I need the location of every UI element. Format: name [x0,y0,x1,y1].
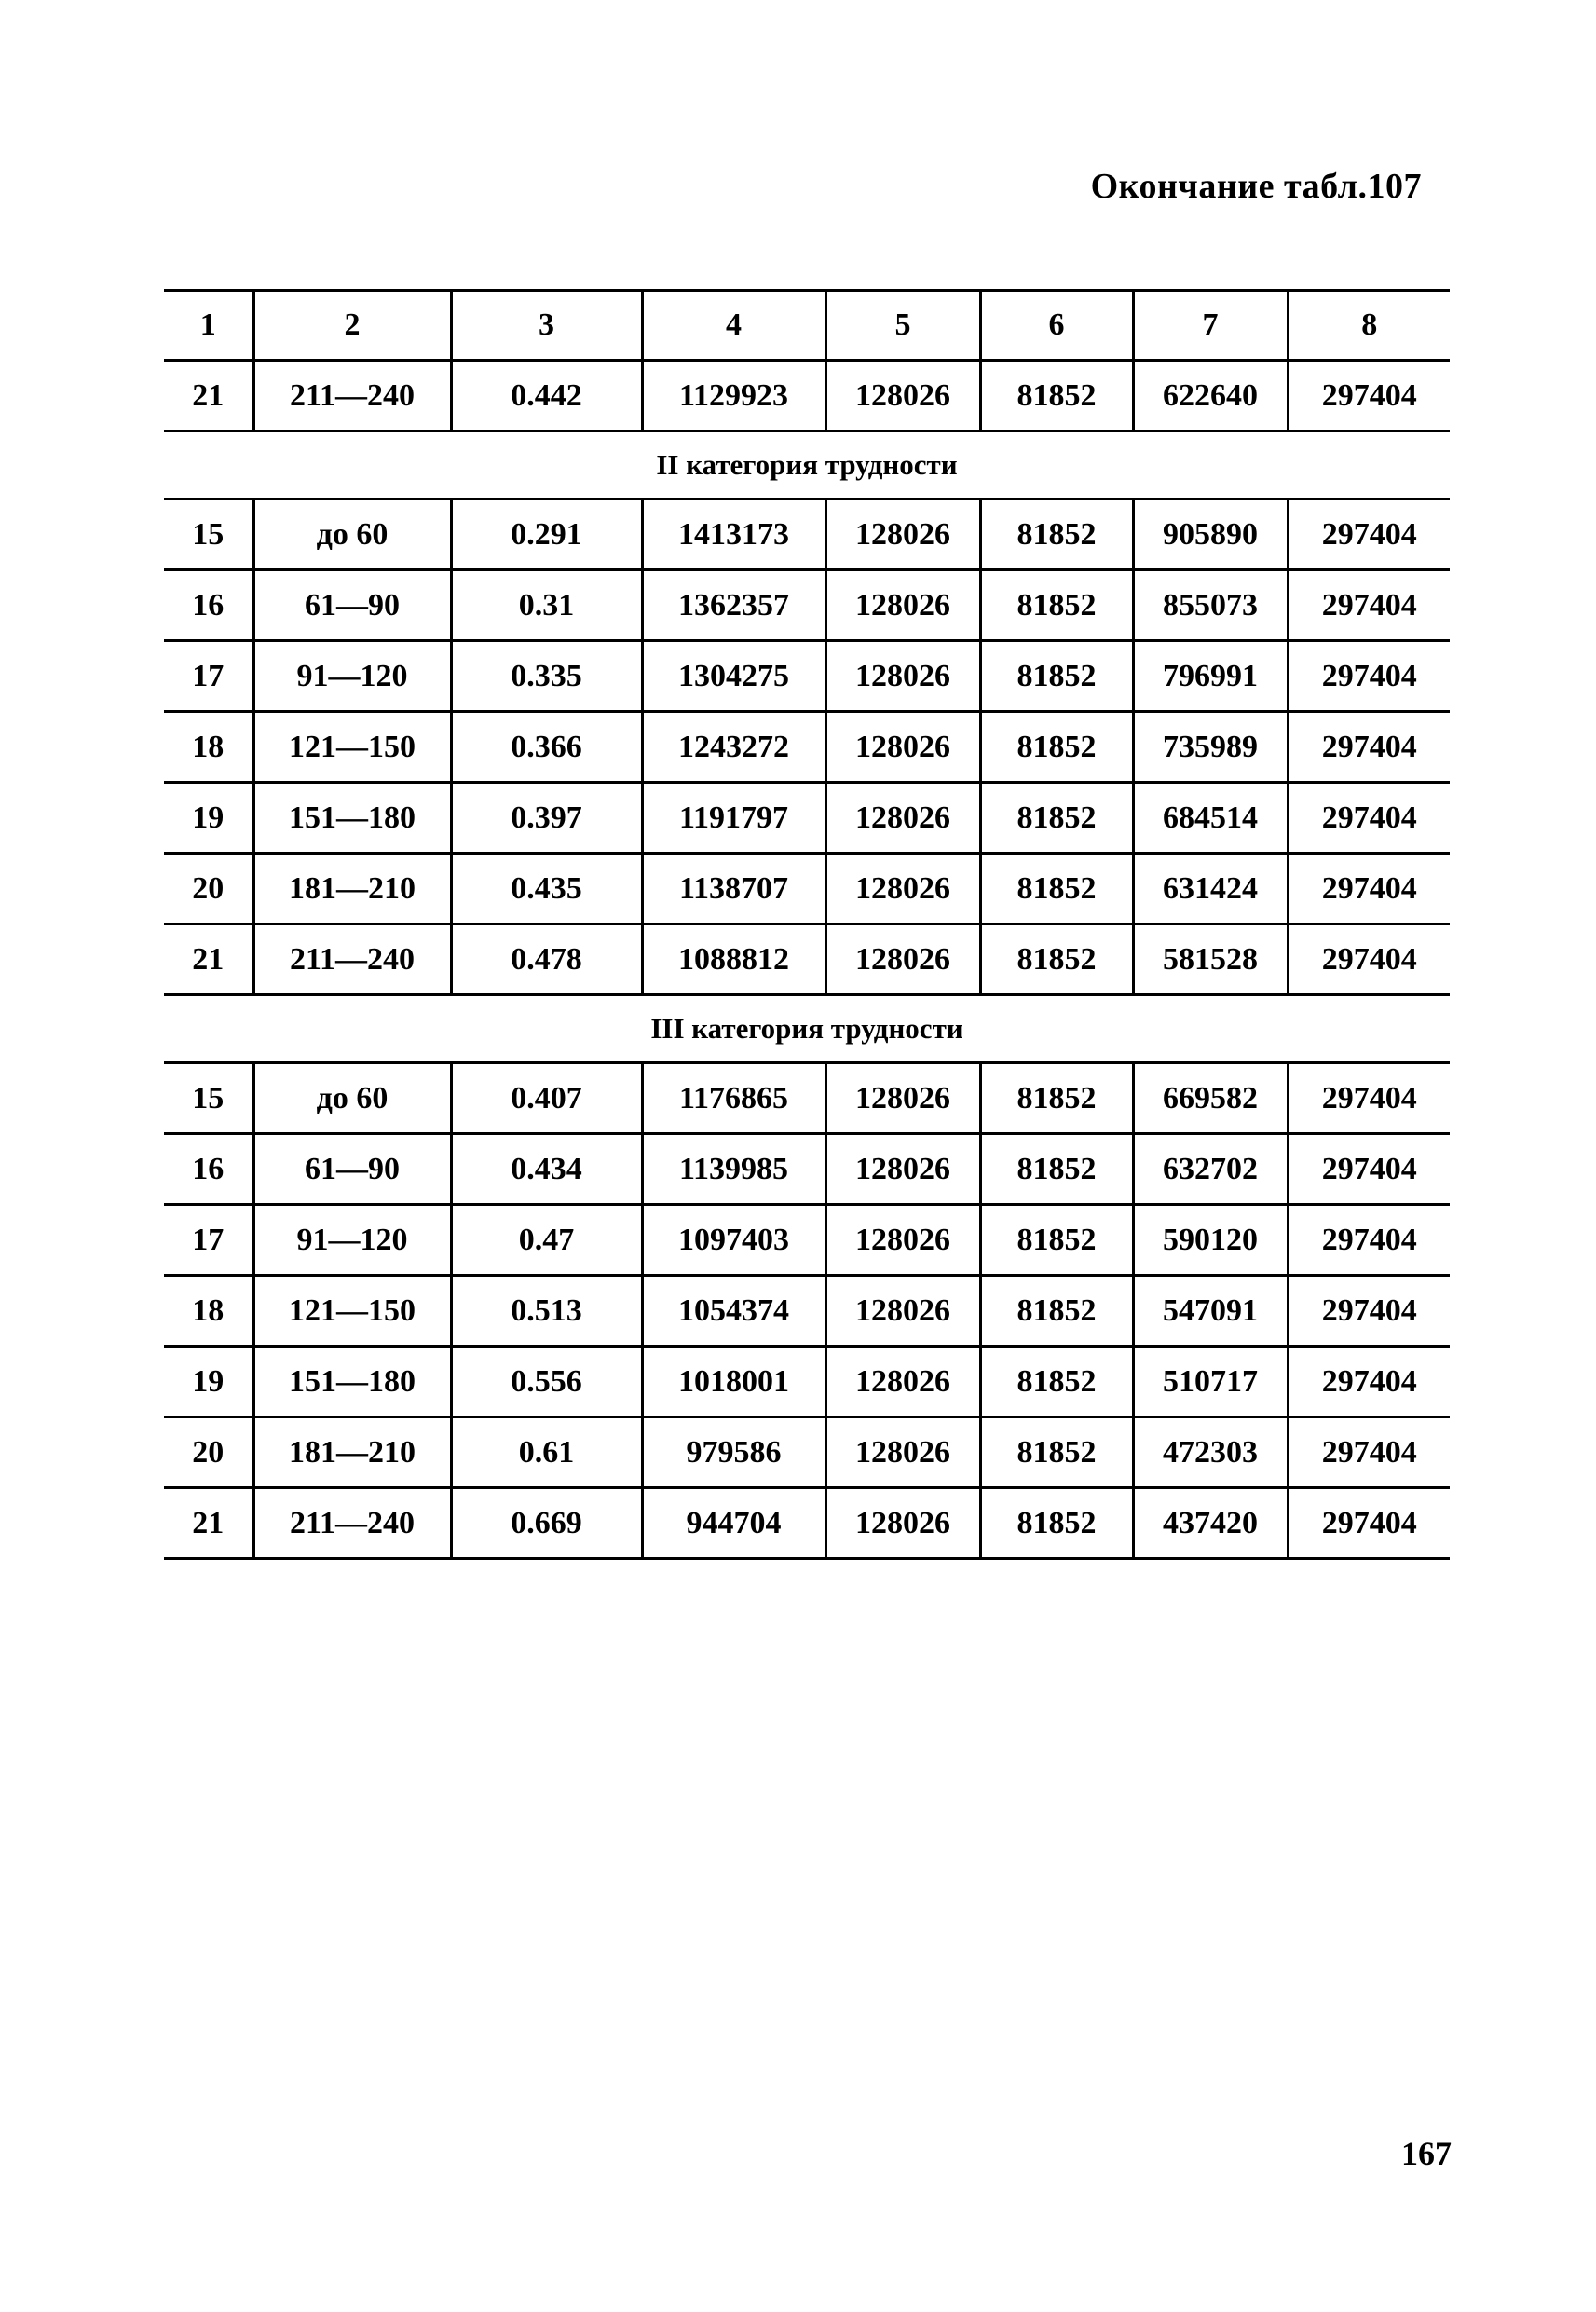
table-cell: 81852 [980,783,1133,854]
table-cell: 1191797 [642,783,825,854]
column-header: 1 [164,291,253,361]
table-cell: 151—180 [253,1347,451,1417]
table-cell: 81852 [980,924,1133,995]
table-cell: 297404 [1288,924,1450,995]
table-row [164,361,1450,431]
table-caption: Окончание табл.107 [1090,167,1422,206]
table-cell: 437420 [1133,1488,1288,1559]
table-cell: 128026 [825,361,980,431]
table-row [164,1063,1450,1134]
table-cell: 297404 [1288,1134,1450,1205]
table-cell: 297404 [1288,361,1450,431]
table-cell: 211—240 [253,924,451,995]
table-row [164,1347,1450,1417]
table-row [164,1205,1450,1276]
table-cell: 17 [164,1205,253,1276]
table-cell: 684514 [1133,783,1288,854]
table-cell: 61—90 [253,1134,451,1205]
table-cell: 297404 [1288,1347,1450,1417]
table-cell: 632702 [1133,1134,1288,1205]
table-cell: 19 [164,783,253,854]
table-cell: 0.61 [451,1417,642,1488]
table-cell: 61—90 [253,570,451,641]
table-cell: 1129923 [642,361,825,431]
table-cell: 181—210 [253,854,451,924]
table-cell: 81852 [980,1134,1133,1205]
table-cell: 128026 [825,499,980,570]
table-cell: 81852 [980,641,1133,712]
table-cell: 21 [164,924,253,995]
table-cell: 0.442 [451,361,642,431]
table-cell: 81852 [980,1063,1133,1134]
table-cell: 121—150 [253,712,451,783]
table-row [164,1488,1450,1559]
table-cell: 735989 [1133,712,1288,783]
table-cell: 128026 [825,1134,980,1205]
table-cell: 91—120 [253,1205,451,1276]
table-cell: 181—210 [253,1417,451,1488]
table-cell: 0.435 [451,854,642,924]
page-number: 167 [1401,2135,1452,2172]
table-cell: 0.478 [451,924,642,995]
table-cell: 622640 [1133,361,1288,431]
table-cell: 81852 [980,361,1133,431]
table-cell: 81852 [980,1205,1133,1276]
table-row [164,854,1450,924]
table-cell: 0.669 [451,1488,642,1559]
table-cell: 91—120 [253,641,451,712]
table-cell: 0.335 [451,641,642,712]
table-row [164,1276,1450,1347]
table-cell: 211—240 [253,361,451,431]
table-row [164,924,1450,995]
table-row [164,1417,1450,1488]
table-row [164,641,1450,712]
table-cell: 1088812 [642,924,825,995]
table-cell: 21 [164,1488,253,1559]
table-cell: 581528 [1133,924,1288,995]
table-cell: 1304275 [642,641,825,712]
table-cell: 151—180 [253,783,451,854]
table-cell: 19 [164,1347,253,1417]
table-cell: 81852 [980,712,1133,783]
table-cell: 297404 [1288,712,1450,783]
table-cell: 17 [164,641,253,712]
table-cell: 16 [164,570,253,641]
table-cell: 472303 [1133,1417,1288,1488]
table-cell: 1362357 [642,570,825,641]
table-cell: 0.434 [451,1134,642,1205]
table-cell: до 60 [253,1063,451,1134]
table-cell: 297404 [1288,1417,1450,1488]
table-cell: 1097403 [642,1205,825,1276]
table-cell: 0.291 [451,499,642,570]
table-cell: 15 [164,1063,253,1134]
table-cell: 297404 [1288,1276,1450,1347]
table-row [164,1134,1450,1205]
table-cell: 128026 [825,924,980,995]
table-cell: 0.31 [451,570,642,641]
table-cell: 1176865 [642,1063,825,1134]
column-header: 6 [980,291,1133,361]
table-cell: 18 [164,712,253,783]
table-cell: 128026 [825,570,980,641]
column-header: 7 [1133,291,1288,361]
section-heading: III категория трудности [164,995,1450,1063]
table-cell: 1138707 [642,854,825,924]
table-cell: 590120 [1133,1205,1288,1276]
column-number-row [164,291,1450,361]
table-row [164,570,1450,641]
table-cell: 297404 [1288,641,1450,712]
column-header: 2 [253,291,451,361]
table-cell: 81852 [980,854,1133,924]
section-heading: II категория трудности [164,431,1450,499]
table-cell: 1413173 [642,499,825,570]
table-cell: 128026 [825,1417,980,1488]
table-cell: 128026 [825,854,980,924]
table-cell: 20 [164,854,253,924]
table-cell: 18 [164,1276,253,1347]
table-cell: 0.366 [451,712,642,783]
table-cell: 297404 [1288,570,1450,641]
column-header: 3 [451,291,642,361]
table-cell: 297404 [1288,499,1450,570]
table-cell: 0.556 [451,1347,642,1417]
table-cell: 796991 [1133,641,1288,712]
table-cell: 16 [164,1134,253,1205]
table-cell: 128026 [825,1488,980,1559]
table-cell: 81852 [980,1417,1133,1488]
table-cell: 510717 [1133,1347,1288,1417]
table-cell: 15 [164,499,253,570]
table-cell: 1243272 [642,712,825,783]
table-cell: 547091 [1133,1276,1288,1347]
table-cell: 20 [164,1417,253,1488]
table-cell: 0.397 [451,783,642,854]
data-table [164,289,1450,1560]
table-cell: 128026 [825,783,980,854]
column-header: 4 [642,291,825,361]
table-cell: 0.513 [451,1276,642,1347]
table-cell: 128026 [825,1276,980,1347]
table-cell: 128026 [825,1063,980,1134]
table-row [164,783,1450,854]
table-cell: 81852 [980,1347,1133,1417]
table-cell: 297404 [1288,1205,1450,1276]
table-body [164,291,1450,1559]
table-cell: 669582 [1133,1063,1288,1134]
table-cell: 81852 [980,1276,1133,1347]
table-cell: 128026 [825,712,980,783]
table-cell: 1139985 [642,1134,825,1205]
table-cell: 944704 [642,1488,825,1559]
table-cell: 1018001 [642,1347,825,1417]
table-cell: 0.47 [451,1205,642,1276]
section-heading-row [164,431,1450,499]
table-cell: 0.407 [451,1063,642,1134]
table-cell: 855073 [1133,570,1288,641]
table-cell: 21 [164,361,253,431]
table-cell: до 60 [253,499,451,570]
table-cell: 979586 [642,1417,825,1488]
table-cell: 81852 [980,1488,1133,1559]
column-header: 8 [1288,291,1450,361]
table-cell: 121—150 [253,1276,451,1347]
table-row [164,499,1450,570]
table-cell: 905890 [1133,499,1288,570]
table-cell: 631424 [1133,854,1288,924]
table-cell: 297404 [1288,1063,1450,1134]
table-cell: 297404 [1288,1488,1450,1559]
table-cell: 81852 [980,499,1133,570]
column-header: 5 [825,291,980,361]
table-cell: 128026 [825,1205,980,1276]
table-cell: 211—240 [253,1488,451,1559]
table-cell: 1054374 [642,1276,825,1347]
table-row [164,712,1450,783]
table-cell: 128026 [825,1347,980,1417]
table-cell: 297404 [1288,783,1450,854]
table-cell: 81852 [980,570,1133,641]
table-cell: 128026 [825,641,980,712]
table-cell: 297404 [1288,854,1450,924]
section-heading-row [164,995,1450,1063]
